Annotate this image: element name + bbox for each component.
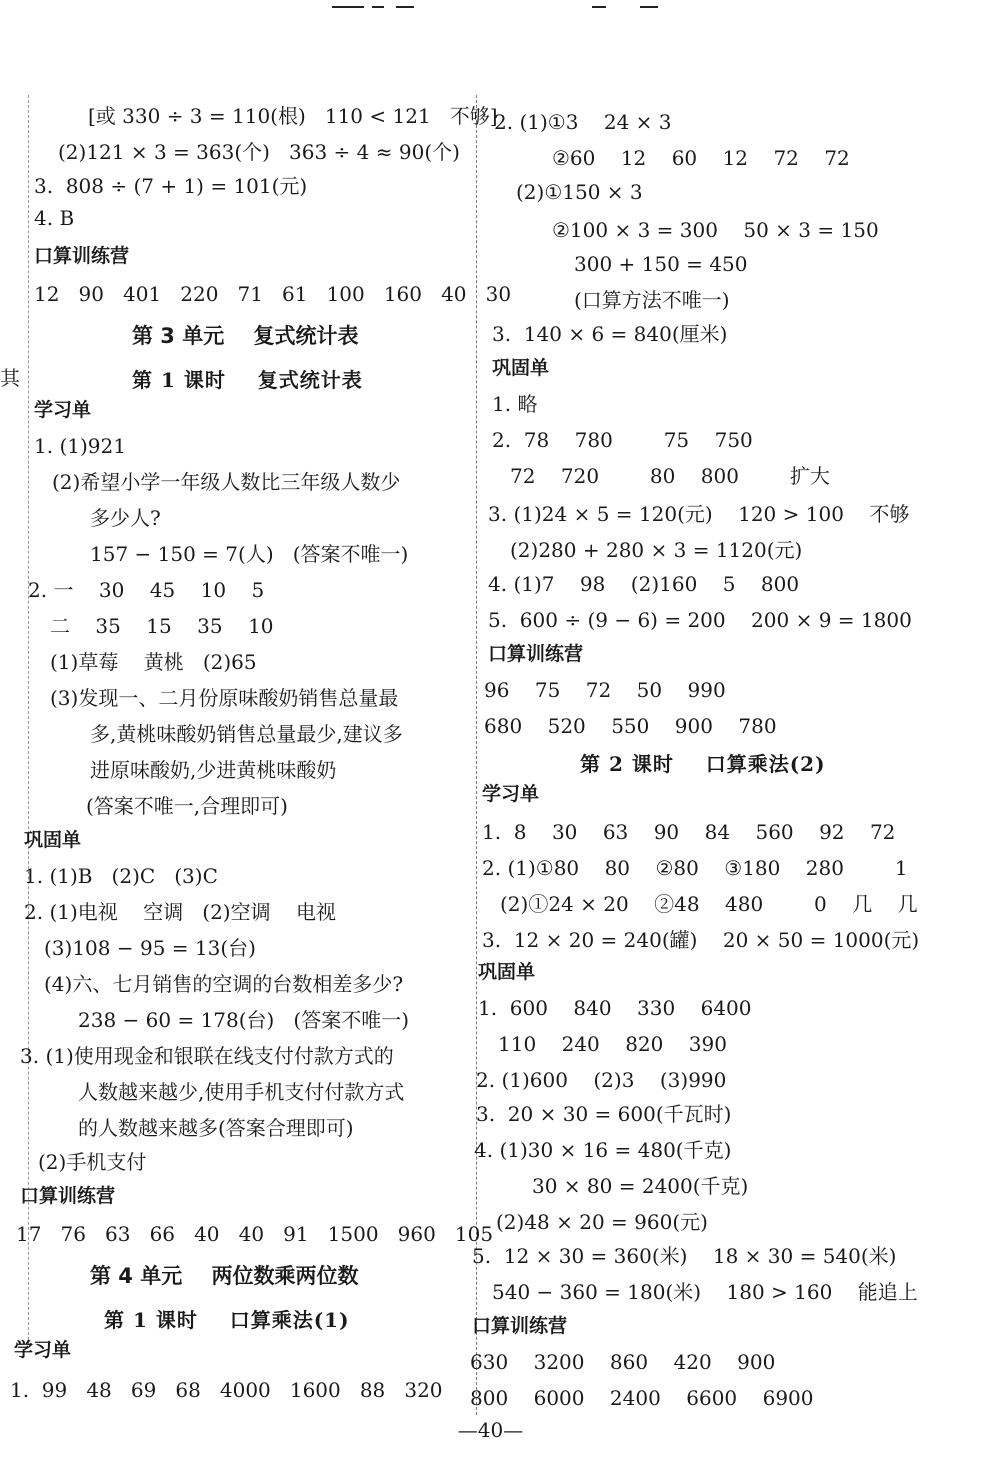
answer-line: 4. (1)7 98 (2)160 5 800 — [488, 572, 800, 596]
answer-line: 1. 99 48 69 68 4000 1600 88 320 — [10, 1378, 443, 1402]
answer-line: 多,黄桃味酸奶销售总量最少,建议多 — [90, 722, 403, 746]
answer-line: 630 3200 860 420 900 — [470, 1350, 776, 1374]
answer-line: (2)①150 × 3 — [516, 180, 643, 204]
section-heading: 第 3 单元 复式统计表 — [132, 324, 359, 348]
answer-line: 3. 808 ÷ (7 + 1) = 101(元) — [34, 174, 308, 198]
answer-line: 人数越来越少,使用手机支付付款方式 — [78, 1080, 405, 1104]
answer-line: 3. (1)24 × 5 = 120(元) 120 > 100 不够 — [488, 502, 910, 526]
answer-line: 1. 600 840 330 6400 — [478, 996, 752, 1020]
page-number: —40— — [457, 1418, 524, 1442]
answer-line: 680 520 550 900 780 — [484, 714, 777, 738]
answer-line: 17 76 63 66 40 40 91 1500 960 105 — [16, 1222, 494, 1246]
answer-line: 540 − 360 = 180(米) 180 > 160 能追上 — [492, 1280, 918, 1304]
answer-line: 3. 140 × 6 = 840(厘米) — [492, 322, 728, 346]
answer-line: (1)草莓 黄桃 (2)65 — [50, 650, 257, 674]
subsection-label: 学习单 — [34, 399, 92, 421]
answer-line: 二 35 15 35 10 — [50, 614, 274, 638]
subsection-label: 巩固单 — [478, 961, 536, 983]
answer-line: (口算方法不唯一) — [574, 288, 730, 312]
answer-line: 2. (1)电视 空调 (2)空调 电视 — [24, 900, 337, 924]
answer-line: 多少人? — [90, 506, 161, 530]
answer-line: 3. 12 × 20 = 240(罐) 20 × 50 = 1000(元) — [482, 928, 920, 952]
answer-line: 的人数越来越多(答案合理即可) — [78, 1116, 354, 1140]
answer-line: (2)121 × 3 = 363(个) 363 ÷ 4 ≈ 90(个) — [58, 140, 460, 164]
answer-line: (2)48 × 20 = 960(元) — [496, 1210, 708, 1234]
answer-line: 72 720 80 800 扩大 — [510, 464, 830, 488]
answer-line: 157 − 150 = 7(人) (答案不唯一) — [90, 542, 409, 566]
left-margin-line — [28, 95, 29, 1345]
subsection-label: 口算训练营 — [34, 245, 130, 267]
section-heading: 第 1 课时 口算乘法(1) — [104, 1308, 350, 1332]
answer-line: 1. (1)B (2)C (3)C — [24, 864, 218, 888]
answer-line: 5. 12 × 30 = 360(米) 18 × 30 = 540(米) — [472, 1244, 897, 1268]
answer-line: (3)108 − 95 = 13(台) — [44, 936, 256, 960]
edge-text: 其 — [0, 366, 20, 390]
subsection-label: 口算训练营 — [20, 1185, 116, 1207]
answer-line: 2. (1)600 (2)3 (3)990 — [476, 1068, 727, 1092]
answer-line: (2)手机支付 — [38, 1150, 147, 1174]
subsection-label: 口算训练营 — [488, 643, 584, 665]
answer-line: 1. (1)921 — [34, 434, 126, 458]
subsection-label: 学习单 — [14, 1339, 72, 1361]
answer-line: (2)①24 × 20 ②48 480 0 几 几 — [500, 892, 918, 916]
answer-line: 238 − 60 = 178(台) (答案不唯一) — [78, 1008, 410, 1032]
answer-line: ②100 × 3 = 300 50 × 3 = 150 — [552, 218, 879, 242]
answer-line: (4)六、七月销售的空调的台数相差多少? — [44, 972, 404, 996]
answer-line: 2. (1)①80 80 ②80 ③180 280 1 — [482, 856, 908, 880]
answer-line: [或 330 ÷ 3 = 110(根) 110 < 121 不够] — [88, 104, 498, 128]
answer-line: 3. (1)使用现金和银联在线支付付款方式的 — [20, 1044, 394, 1068]
subsection-label: 巩固单 — [24, 829, 82, 851]
answer-line: 4. B — [34, 206, 75, 230]
section-heading: 第 2 课时 口算乘法(2) — [580, 752, 826, 776]
answer-line: 300 + 150 = 450 — [574, 252, 748, 276]
answer-line: ②60 12 60 12 72 72 — [552, 146, 850, 170]
answer-line: 2. 78 780 75 750 — [492, 428, 753, 452]
answer-line: (2)希望小学一年级人数比三年级人数少 — [52, 470, 401, 494]
section-heading: 第 1 课时 复式统计表 — [132, 368, 363, 392]
answer-line: 3. 20 × 30 = 600(千瓦时) — [476, 1102, 732, 1126]
answer-line: 12 90 401 220 71 61 100 160 40 30 — [34, 282, 512, 306]
answer-line: 2. 一 30 45 10 5 — [28, 578, 265, 602]
answer-line: 1. 8 30 63 90 84 560 92 72 — [482, 820, 896, 844]
subsection-label: 巩固单 — [492, 357, 550, 379]
answer-line: 4. (1)30 × 16 = 480(千克) — [474, 1138, 732, 1162]
answer-line: 进原味酸奶,少进黄桃味酸奶 — [90, 758, 337, 782]
answer-line: (2)280 + 280 × 3 = 1120(元) — [510, 538, 803, 562]
answer-line: 96 75 72 50 990 — [484, 678, 726, 702]
answer-line: 2. (1)①3 24 × 3 — [494, 110, 672, 134]
subsection-label: 学习单 — [482, 783, 540, 805]
answer-line: (答案不唯一,合理即可) — [86, 794, 288, 818]
answer-line: 5. 600 ÷ (9 − 6) = 200 200 × 9 = 1800 — [488, 608, 912, 632]
subsection-label: 口算训练营 — [472, 1315, 568, 1337]
section-heading: 第 4 单元 两位数乘两位数 — [90, 1264, 359, 1288]
answer-line: 110 240 820 390 — [498, 1032, 727, 1056]
answer-line: 30 × 80 = 2400(千克) — [532, 1174, 749, 1198]
answer-line: (3)发现一、二月份原味酸奶销售总量最 — [50, 686, 399, 710]
answer-line: 800 6000 2400 6600 6900 — [470, 1386, 814, 1410]
answer-line: 1. 略 — [492, 392, 538, 416]
